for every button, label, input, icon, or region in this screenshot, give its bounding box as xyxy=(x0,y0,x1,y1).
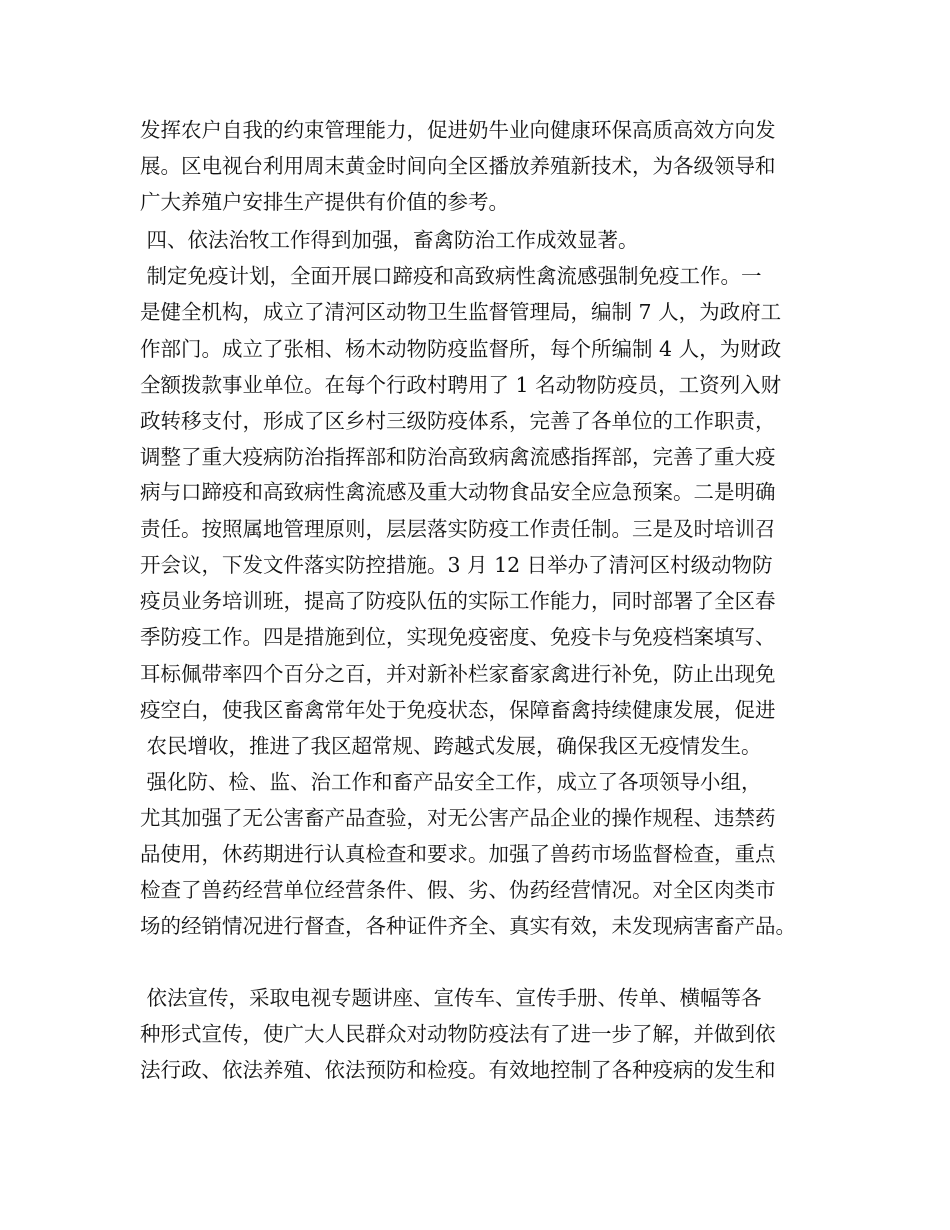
text-line: 耳标佩带率四个百分之百，并对新补栏家畜家禽进行补免，防止出现免 xyxy=(140,662,776,686)
text-line: 依法宣传，采取电视专题讲座、宣传车、宣传手册、传单、横幅等各 xyxy=(140,986,762,1010)
text-line: 疫空白，使我区畜禽常年处于免疫状态，保障畜禽持续健康发展，促进 xyxy=(140,698,776,722)
text-line: 种形式宣传，使广大人民群众对动物防疫法有了进一步了解，并做到依 xyxy=(140,1022,776,1046)
text-line: 检查了兽药经营单位经营条件、假、劣、伪药经营情况。对全区肉类市 xyxy=(140,878,776,902)
text-line: 法行政、依法养殖、依法预防和检疫。有效地控制了各种疫病的发生和 xyxy=(140,1058,776,1082)
text-line: 发挥农户自我的约束管理能力，促进奶牛业向健康环保高质高效方向发 xyxy=(140,118,776,142)
text-line: 尤其加强了无公害畜产品查验，对无公害产品企业的操作规程、违禁药 xyxy=(140,806,776,830)
text-line: 强化防、检、监、治工作和畜产品安全工作，成立了各项领导小组， xyxy=(140,770,762,794)
section-heading: 四、依法治牧工作得到加强，畜禽防治工作成效显著。 xyxy=(140,228,639,252)
text-line: 是健全机构，成立了清河区动物卫生监督管理局，编制 7 人，为政府工 xyxy=(140,300,782,324)
text-line: 疫员业务培训班，提高了防疫队伍的实际工作能力，同时部署了全区春 xyxy=(140,589,776,613)
text-line: 病与口蹄疫和高致病性禽流感及重大动物食品安全应急预案。二是明确 xyxy=(140,480,776,504)
text-line: 品使用，休药期进行认真检查和要求。加强了兽药市场监督检查，重点 xyxy=(140,842,776,866)
text-line: 农民增收，推进了我区超常规、跨越式发展，确保我区无疫情发生。 xyxy=(140,734,762,758)
text-line: 季防疫工作。四是措施到位，实现免疫密度、免疫卡与免疫档案填写、 xyxy=(140,625,776,649)
text-line: 展。区电视台利用周末黄金时间向全区播放养殖新技术，为各级领导和 xyxy=(140,154,776,178)
text-line: 调整了重大疫病防治指挥部和防治高致病禽流感指挥部，完善了重大疫 xyxy=(140,445,776,469)
text-line: 全额拨款事业单位。在每个行政村聘用了 1 名动物防疫员，工资列入财 xyxy=(140,373,782,397)
text-line: 责任。按照属地管理原则，层层落实防疫工作责任制。三是及时培训召 xyxy=(140,517,776,541)
text-line: 开会议，下发文件落实防控措施。3 月 12 日举办了清河区村级动物防 xyxy=(140,553,773,577)
text-line: 场的经销情况进行督查，各种证件齐全、真实有效，未发现病害畜产品。 xyxy=(140,914,796,938)
text-line: 政转移支付，形成了区乡村三级防疫体系，完善了各单位的工作职责， xyxy=(140,409,776,433)
body-text xyxy=(140,0,840,1082)
text-line: 广大养殖户安排生产提供有价值的参考。 xyxy=(140,190,509,214)
text-line: 作部门。成立了张相、杨木动物防疫监督所，每个所编制 4 人，为财政 xyxy=(140,337,782,361)
text-line: 制定免疫计划，全面开展口蹄疫和高致病性禽流感强制免疫工作。一 xyxy=(140,264,762,288)
